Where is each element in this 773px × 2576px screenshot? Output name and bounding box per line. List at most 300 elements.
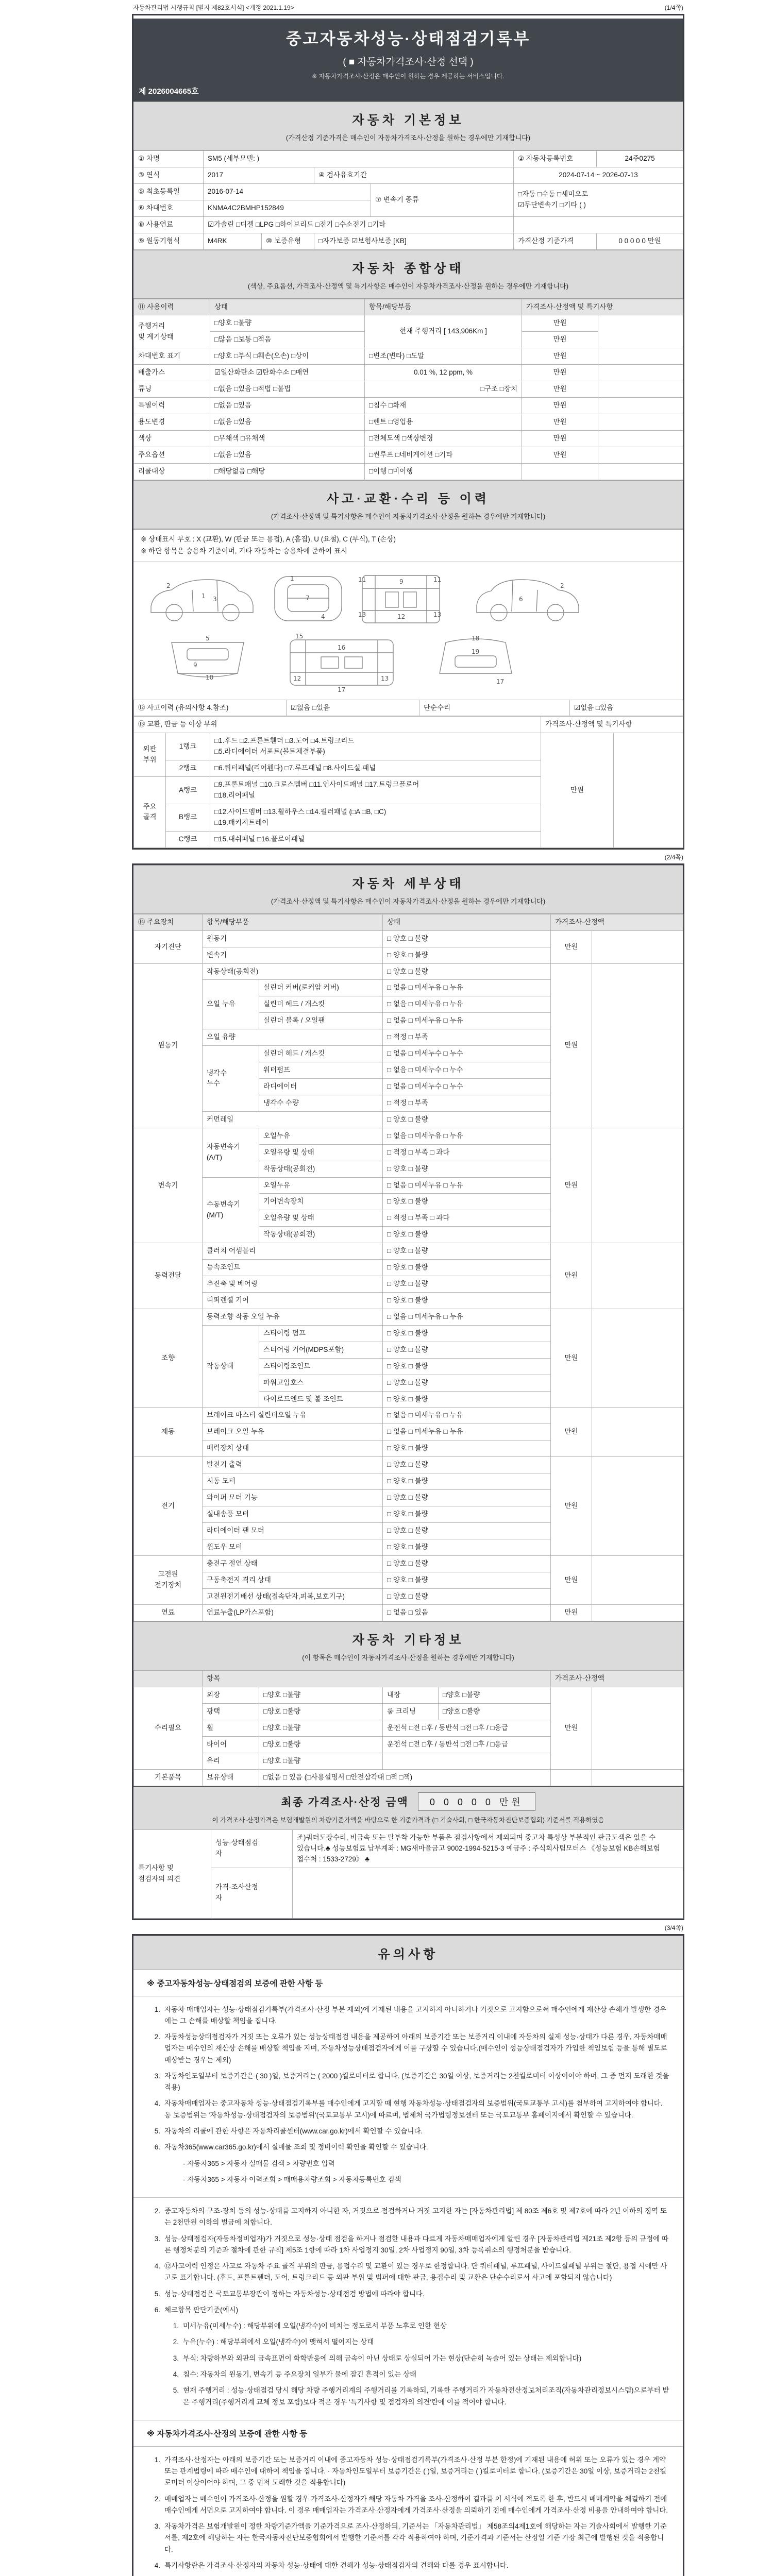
cell: ⑭ 주요장치 bbox=[134, 914, 203, 930]
checkbox-cell[interactable]: □없음 □있음 bbox=[210, 414, 365, 430]
checkbox-cell[interactable]: □양호 □부식 □훼손(오손) □상이 bbox=[210, 348, 365, 365]
cell: 디퍼렌셜 기어 bbox=[203, 1292, 383, 1309]
cell: 작동상태(공회전) bbox=[259, 1227, 383, 1243]
checkbox-cell[interactable]: □ 없음 □ 미세누유 □ 누유 bbox=[383, 980, 551, 996]
cell: 상태 bbox=[383, 914, 551, 930]
cell: 2랭크 bbox=[166, 760, 210, 777]
notice-title: 유의사항 bbox=[378, 1947, 439, 1961]
engine-type: M4RK bbox=[204, 233, 262, 249]
svg-text:2: 2 bbox=[560, 582, 564, 589]
checkbox-cell[interactable]: □이행 □미이행 bbox=[365, 463, 522, 480]
table-row bbox=[134, 183, 683, 200]
notice-item bbox=[147, 2031, 669, 2066]
checkbox-cell[interactable]: □ 양호 □ 불량 bbox=[383, 930, 551, 947]
cell: 고전원 전기장치 bbox=[134, 1555, 203, 1605]
checkbox-cell[interactable]: □전체도색 □색상변경 bbox=[365, 430, 522, 447]
notice-subtitle-1: ※ 중고자동차성능·상태점검의 보증에 관한 사항 등 bbox=[133, 1970, 683, 1996]
table-row bbox=[134, 233, 683, 249]
checkbox-cell[interactable]: □ 양호 □ 불량 bbox=[383, 1473, 551, 1490]
notice-list-3 bbox=[133, 2447, 683, 2576]
notice-item bbox=[147, 2304, 669, 2316]
cell: 동력전달 bbox=[134, 1243, 203, 1309]
svg-text:18: 18 bbox=[472, 634, 480, 642]
table-row bbox=[134, 447, 683, 463]
cell: 스티어링조인트 bbox=[259, 1358, 383, 1375]
checkbox-cell[interactable]: □ 적정 □ 부족 □ 과다 bbox=[383, 1144, 551, 1161]
cell: 오일유량 및 상태 bbox=[259, 1144, 383, 1161]
cell: 항목 bbox=[203, 1671, 551, 1687]
svg-text:13: 13 bbox=[381, 674, 389, 682]
checkbox-cell[interactable]: □ 없음 □ 미세누유 □ 누유 bbox=[383, 996, 551, 1013]
accident-history-row bbox=[133, 700, 683, 717]
cell bbox=[592, 1309, 683, 1408]
cell: ⑫ 사고이력 (유의사항 4.참조) bbox=[134, 700, 287, 716]
checkbox-cell[interactable]: □ 양호 □ 불량 bbox=[383, 1522, 551, 1539]
notice-item bbox=[167, 2158, 669, 2170]
vehicle-diagram-area bbox=[133, 562, 683, 700]
checkbox-cell[interactable]: □ 양호 □ 불량 bbox=[383, 1440, 551, 1457]
checkbox-cell[interactable]: □양호 □불량 bbox=[259, 1704, 383, 1720]
cell: ⑨ 원동기형식 bbox=[134, 233, 204, 249]
basic-info-section-header bbox=[133, 101, 683, 150]
table-row bbox=[134, 216, 683, 233]
cell bbox=[598, 430, 683, 447]
notice-number: 2. bbox=[154, 2495, 160, 2503]
final-price-band bbox=[133, 1786, 683, 1829]
page3-box bbox=[132, 1934, 684, 2576]
checkbox-cell[interactable]: □양호 □불량 bbox=[259, 1720, 383, 1737]
notice-item bbox=[147, 2004, 669, 2027]
mileage: 현재 주행거리 [ 143,906Km ] bbox=[365, 315, 522, 348]
cell: ① 차명 bbox=[134, 151, 204, 167]
notice-item bbox=[147, 2071, 669, 2094]
cell: 광택 bbox=[203, 1704, 259, 1720]
warranty-type[interactable]: □자가보증 ☑보험사보증 [KB] bbox=[314, 233, 514, 249]
checkbox-cell[interactable]: □ 양호 □ 불량 bbox=[383, 947, 551, 963]
cell: 워터펌프 bbox=[259, 1062, 383, 1079]
cell: 만원 bbox=[551, 1605, 592, 1621]
notice-item bbox=[147, 2261, 669, 2284]
cell: 단순수리 bbox=[419, 700, 570, 716]
notice-item bbox=[167, 2174, 669, 2185]
checkbox-cell[interactable]: □ 양호 □ 불량 bbox=[383, 1506, 551, 1522]
car-name: SM5 (세부모델: ) bbox=[204, 151, 514, 167]
notice-text: 현재 주행거리 : 성능·상태점검 당시 해당 차량 주행거리계의 주행거리를 기록하되, 기록한 주행거리가 자동차전산정보처리조직(자동차관리정보시스템)으로부터 받은 주행거리(주행거리계 교체 정보 포함)보다 적은 경우 '특기사항 및 점검자의 의견'란에 이를 적어야 합니다. bbox=[183, 2386, 669, 2406]
notice-number: 1. bbox=[173, 2322, 179, 2330]
checkbox-cell[interactable]: □침수 □화재 bbox=[365, 398, 522, 414]
cell: 오일유량 및 상태 bbox=[259, 1210, 383, 1227]
cell: ⑤ 최초등록일 bbox=[134, 183, 204, 200]
simple-repair[interactable]: ☑없음 □있음 bbox=[570, 700, 683, 716]
svg-text:10: 10 bbox=[206, 673, 214, 681]
notice-text: 특기사항란은 가격조사·산정자의 자동차 성능·상태에 대한 견해가 성능·상태점검자의 견해와 다를 경우 표시합니다. bbox=[164, 2561, 509, 2569]
svg-text:19: 19 bbox=[472, 648, 480, 655]
cell: 만원 bbox=[551, 963, 592, 1128]
checkbox-cell[interactable]: □양호 □불량 bbox=[259, 1687, 383, 1704]
notice-text: 체크항목 판단기준(예시) bbox=[164, 2306, 239, 2314]
checkbox-cell[interactable]: □ 없음 □ 미세누유 □ 누유 bbox=[383, 1013, 551, 1029]
checkbox-cell[interactable]: □ 없음 □ 미세누수 □ 누수 bbox=[383, 1046, 551, 1062]
cell bbox=[592, 1457, 683, 1556]
cell: 자기진단 bbox=[134, 930, 203, 963]
svg-text:15: 15 bbox=[295, 632, 304, 640]
cell: 가격조사·산정액 및 특기사항 bbox=[522, 299, 683, 315]
cell: 만원 bbox=[522, 414, 598, 430]
cell: 오일누유 bbox=[259, 1177, 383, 1194]
checkbox-cell[interactable]: □ 없음 □ 미세누수 □ 누수 bbox=[383, 1078, 551, 1095]
cell: 전기 bbox=[134, 1457, 203, 1556]
cell bbox=[592, 1555, 683, 1605]
checkbox-cell[interactable]: □없음 □있음 bbox=[210, 447, 365, 463]
cell: 연료누출(LP가스포함) bbox=[203, 1605, 383, 1621]
cell: 기본품목 bbox=[134, 1769, 203, 1786]
cell: 라디에이터 팬 모터 bbox=[203, 1522, 383, 1539]
checkbox-cell[interactable]: 운전석 □전 □후 / 동반석 □전 □후 / □응급 bbox=[383, 1720, 551, 1737]
fuel-type[interactable]: ☑가솔린 □디젤 □LPG □하이브리드 □전기 □수소전기 □기타 bbox=[204, 216, 514, 233]
checkbox-cell[interactable]: □ 없음 □ 미세누유 □ 누유 bbox=[383, 1408, 551, 1424]
notice-text: 매매업자는 매수인이 가격조사·산정을 원할 경우 가격조사·산정자가 해당 자동차 가격을 조사·산정하여 결과를 이 서식에 적도록 한 후, 반드시 매매계약을 체결하기 전에 매수인에게 서면으로 고지하여야 합니다. 이 경우 매매업자는 가격조사·산정자에게 가격조사·산정을 의뢰하기 전에 매수인에게 가격조사·산정 비용을 안내하여야 합니다. bbox=[164, 2495, 668, 2514]
notice-text: - 자동차365 > 자동차 실매물 검색 > 차량번호 입력 bbox=[183, 2159, 335, 2167]
cell: 만원 bbox=[551, 1408, 592, 1457]
svg-text:13: 13 bbox=[433, 611, 442, 618]
cell: 만원 bbox=[522, 365, 598, 381]
svg-text:6: 6 bbox=[519, 595, 523, 603]
checkbox-cell[interactable]: □ 양호 □ 불량 bbox=[383, 1161, 551, 1177]
accident-history[interactable]: ☑없음 □있음 bbox=[287, 700, 419, 716]
cell: 오일누유 bbox=[259, 1128, 383, 1144]
cell: 주요옵션 bbox=[134, 447, 210, 463]
cell bbox=[592, 1605, 683, 1621]
notice-item bbox=[167, 2369, 669, 2380]
cell bbox=[514, 216, 683, 233]
table-row bbox=[134, 365, 683, 381]
accident-subtitle: (가격조사·산정액 및 특기사항은 매수인이 자동차가격조사·산정을 원하는 경우에만 기재합니다) bbox=[271, 512, 546, 520]
checkbox-cell[interactable]: □ 양호 □ 불량 bbox=[383, 1457, 551, 1473]
table-row bbox=[134, 315, 683, 332]
notice-text: ⑫사고이력 인정은 사고로 자동차 주요 골격 부위의 판금, 용접수리 및 교환이 있는 경우로 한정합니다. 단 쿼터패널, 루프패널, 사이드실패널 부위는 절단, 용접 시에만 사고로 표기합니다. (후드, 프론트펜더, 도어, 트렁크리드 등 외판 부위 및 범퍼에 대한 판금, 용접수리 및 교환은 단순수리로서 사고에 포함되지 않습니다) bbox=[164, 2262, 667, 2282]
notice-item bbox=[147, 2098, 669, 2121]
svg-text:11: 11 bbox=[433, 575, 442, 583]
cell: 추진축 및 베어링 bbox=[203, 1276, 383, 1293]
detail-section-header bbox=[133, 865, 683, 914]
cell bbox=[383, 1753, 551, 1770]
notice-number: 4. bbox=[154, 2262, 160, 2270]
cell bbox=[551, 1769, 592, 1786]
notice-item bbox=[147, 2521, 669, 2555]
cell: 자동변속기 (A/T) bbox=[203, 1128, 259, 1177]
notice-text: 누유(누수) : 해당부위에서 오일(냉각수)이 맺혀서 떨어지는 상태 bbox=[183, 2338, 374, 2346]
cell: A랭크 bbox=[166, 777, 210, 804]
checkbox-cell[interactable]: □구조 □장치 bbox=[365, 381, 522, 398]
cell: 조향 bbox=[134, 1309, 203, 1408]
cell: 원동기 bbox=[203, 930, 383, 947]
cell: 만원 bbox=[541, 733, 614, 848]
cell: 스티어링 기어(MDPS포함) bbox=[259, 1342, 383, 1358]
checkbox-cell[interactable]: □ 양호 □ 불량 bbox=[383, 1111, 551, 1128]
notice-subtitle-2: ※ 자동차가격조사·산정의 보증에 관한 사항 등 bbox=[133, 2420, 683, 2447]
table-row bbox=[134, 717, 683, 733]
checkbox-cell[interactable]: □ 양호 □ 불량 bbox=[383, 1194, 551, 1210]
detail-title: 자동차 세부상태 bbox=[352, 876, 464, 891]
transmission-type[interactable]: □자동 □수동 □세미오토 ☑무단변속기 □기타 ( ) bbox=[514, 183, 683, 216]
checkbox-cell[interactable]: □ 양호 □ 불량 bbox=[383, 1243, 551, 1260]
checkbox-cell[interactable]: □15.대쉬패널 □16.플로어패널 bbox=[210, 831, 541, 848]
svg-text:4: 4 bbox=[321, 613, 325, 620]
page-label-1: (1/4쪽) bbox=[664, 4, 683, 11]
overall-subtitle: (색상, 주요옵션, 가격조사·산정액 및 특기사항은 매수인이 자동차가격조사·산정을 원하는 경우에만 기재합니다) bbox=[247, 282, 569, 290]
cell: 만원 bbox=[551, 1555, 592, 1605]
cell bbox=[598, 315, 683, 348]
special-notes-table bbox=[133, 1829, 683, 1919]
cell: 특별이력 bbox=[134, 398, 210, 414]
checkbox-cell[interactable]: □ 양호 □ 불량 bbox=[383, 1358, 551, 1375]
svg-text:17: 17 bbox=[338, 686, 346, 693]
checkbox-cell[interactable]: □ 없음 □ 미세누수 □ 누수 bbox=[383, 1062, 551, 1079]
checkbox-cell[interactable]: □ 없음 □ 미세누유 □ 누유 bbox=[383, 1128, 551, 1144]
checkbox-cell[interactable]: □양호 □불량 bbox=[259, 1737, 383, 1753]
checkbox-cell[interactable]: □ 양호 □ 불량 bbox=[383, 1375, 551, 1391]
cell: 실린더 커버(로커암 커버) bbox=[259, 980, 383, 996]
etc-subtitle: (이 항목은 매수인이 자동차가격조사·산정을 원하는 경우에만 기재합니다) bbox=[302, 1654, 514, 1662]
checkbox-cell[interactable]: □없음 □ 있음 (□사용설명서 □안전삼각대 □잭 □잭) bbox=[259, 1769, 551, 1786]
cell: 만원 bbox=[522, 348, 598, 365]
model-year: 2017 bbox=[204, 167, 314, 183]
cell: 가격조사·산정액 및 특기사항 bbox=[541, 717, 683, 733]
cell: 용도변경 bbox=[134, 414, 210, 430]
cell: 외판 부위 bbox=[134, 733, 166, 777]
table-row bbox=[134, 430, 683, 447]
cell: 외장 bbox=[203, 1687, 259, 1704]
checkbox-cell[interactable]: □ 양호 □ 불량 bbox=[383, 1276, 551, 1293]
table-row bbox=[134, 381, 683, 398]
cell: 윈도우 모터 bbox=[203, 1539, 383, 1555]
cell: 변속기 bbox=[134, 1128, 203, 1243]
document-header bbox=[133, 15, 683, 83]
notice-text: 침수: 자동차의 원동기, 변속기 등 주요장치 일부가 물에 잠긴 흔적이 있는 상태 bbox=[183, 2370, 417, 2378]
svg-text:11: 11 bbox=[358, 575, 366, 583]
checkbox-cell[interactable]: □ 없음 □ 미세누유 □ 누유 bbox=[383, 1177, 551, 1194]
cell: 가격·조사산정 자 bbox=[211, 1868, 293, 1918]
cell: 휠 bbox=[203, 1720, 259, 1737]
checkbox-cell[interactable]: □양호 □불량 bbox=[210, 315, 365, 332]
checkbox-cell[interactable]: □많음 □보통 □적음 bbox=[210, 332, 365, 348]
cell: 리콜대상 bbox=[134, 463, 210, 480]
cell: 만원 bbox=[551, 930, 592, 963]
checkbox-cell[interactable]: □양호 □불량 bbox=[259, 1753, 383, 1770]
notice-list-2 bbox=[133, 2197, 683, 2420]
cell bbox=[592, 930, 683, 963]
cell bbox=[598, 447, 683, 463]
cell: C랭크 bbox=[166, 831, 210, 848]
cell bbox=[522, 463, 598, 480]
cell bbox=[598, 365, 683, 381]
checkbox-cell[interactable]: □ 양호 □ 불량 bbox=[383, 1490, 551, 1506]
document-subtitle: ( ■ 자동차가격조사·산정 선택 ) bbox=[343, 57, 474, 67]
cell bbox=[592, 963, 683, 1128]
cell: 실린더 블록 / 오일팬 bbox=[259, 1013, 383, 1029]
cell: 라디에이터 bbox=[259, 1078, 383, 1095]
cell bbox=[134, 1671, 203, 1687]
checkbox-cell[interactable]: □ 없음 □ 미세누유 □ 누유 bbox=[383, 1424, 551, 1440]
detail-subtitle: (가격조사·산정액 및 특기사항은 매수인이 자동차가격조사·산정을 원하는 경우에만 기재합니다) bbox=[271, 897, 546, 905]
notice-number bbox=[167, 2174, 183, 2185]
checkbox-cell[interactable]: □ 양호 □ 불량 bbox=[383, 1227, 551, 1243]
vin: KNMA4C2BMHP152849 bbox=[204, 200, 371, 216]
notice-number: 4. bbox=[154, 2099, 160, 2108]
cell: 연료 bbox=[134, 1605, 203, 1621]
notice-text: 자동차 매매업자는 성능·상태점검기록부(가격조사·산정 부분 제외)에 기재된 내용을 고지하지 아니하거나 거짓으로 고지함으로써 매수인에게 재산상 손해가 발생한 경우에는 그 손해를 배상할 책임을 집니다. bbox=[164, 2005, 667, 2025]
notice-text: 자동차매매업자는 중고자동차 성능·상태점검기록부를 매수인에게 고지할 때 현행 자동차성능·상태점검자의 보증범위(국토교통부 고시)를 첨부하여 고지하여야 합니다. 동 보증범위는 '자동차성능·상태점검자의 보증범위'(국토교통부 고시)에 따르며, 법제처 국가법령정보센터 또는 국토교통부 홈페이지에서 확인할 수 있습니다. bbox=[164, 2099, 663, 2119]
checkbox-cell[interactable]: □썬루프 □네비게이션 □기타 bbox=[365, 447, 522, 463]
checkbox-cell[interactable]: □6.쿼터패널(리어휀다) □7.루프패널 □8.사이드실 패널 bbox=[210, 760, 541, 777]
table-row bbox=[134, 463, 683, 480]
table-row bbox=[134, 167, 683, 183]
cell: 배력장치 상태 bbox=[203, 1440, 383, 1457]
cell: ⑬ 교환, 판금 등 이상 부위 bbox=[134, 717, 541, 733]
notice-item bbox=[147, 2560, 669, 2571]
svg-text:1: 1 bbox=[201, 592, 206, 600]
cell: 작동상태(공회전) bbox=[259, 1161, 383, 1177]
cell: 타이어 bbox=[203, 1737, 259, 1753]
notice-number: 6. bbox=[154, 2143, 160, 2151]
cell: 특기사항 및 점검자의 의견 bbox=[134, 1829, 211, 1918]
cell: 파워고압호스 bbox=[259, 1375, 383, 1391]
law-reference: 자동차관리법 시행규칙 [별지 제82호서식] <개정 2021.1.19> bbox=[133, 4, 294, 11]
detail-condition-table bbox=[133, 914, 683, 1622]
cell: 커먼레일 bbox=[203, 1111, 383, 1128]
final-price-note[interactable]: 이 가격조사·산정가격은 보험개발원의 차량기준가액을 바탕으로 한 기준가격과 (□ 기술사회, □ 한국자동차진단보증협회) 기준서를 적용하였음 bbox=[212, 1816, 604, 1824]
table-row bbox=[134, 930, 683, 947]
notice-text: 가격조사·산정자는 아래의 보증기간 또는 보증거리 이내에 중고자동차 성능·상태점검기록부(가격조사·산정 부분 한정)에 기재된 내용에 허위 또는 오류가 있는 경우 계약 또는 관계법령에 따라 매수인에 대하여 책임을 집니다. · 자동차인도일부터 보증기간은 ( )일, 보증거리는 ( )킬로미터로 합니다. (보증기간은 30일 이상, 보증거리는 2천킬로미터 이상이어야 하며, 그 중 먼저 도래한 것을 적용합니다) bbox=[164, 2455, 667, 2487]
cell: 브레이크 오일 누유 bbox=[203, 1424, 383, 1440]
cell bbox=[614, 733, 683, 848]
checkbox-cell[interactable]: □12.사이드멤버 □13.휠하우스 □14.필러패널 (□A □B, □C) □19.패키지트레이 bbox=[210, 804, 541, 832]
checkbox-cell[interactable]: □ 없음 □ 있음 bbox=[383, 1605, 551, 1621]
checkbox-cell[interactable]: □ 양호 □ 불량 bbox=[383, 1572, 551, 1588]
checkbox-cell[interactable]: □ 없음 □ 미세누유 □ 누유 bbox=[383, 1309, 551, 1325]
checkbox-cell[interactable]: □ 적정 □ 부족 □ 과다 bbox=[383, 1210, 551, 1227]
cell: 유리 bbox=[203, 1753, 259, 1770]
page-label-2: (2/4쪽) bbox=[664, 853, 683, 861]
notice-text: 성능·상태점검자(자동차정비업자)가 거짓으로 성능·상태 점검을 하거나 점검한 내용과 다르게 자동차매매업자에게 알린 경우 [자동차관리법 제21조 제2항 등의 규정에 따른 행정처분의 기준과 절차에 관한 규칙] 제5조 1항에 따라 1차 사업정지 30일, 2차 사업정지 90일, 3차 등록취소의 행정처분을 받습니다. bbox=[164, 2234, 669, 2254]
notice-item bbox=[147, 2206, 669, 2229]
checkbox-cell[interactable]: □ 양호 □ 불량 bbox=[383, 1325, 551, 1342]
cell: 상태 bbox=[210, 299, 365, 315]
table-row bbox=[134, 398, 683, 414]
table-row bbox=[134, 700, 683, 716]
cell: 오일 누유 bbox=[203, 980, 259, 1029]
cell: 만원 bbox=[522, 430, 598, 447]
checkbox-cell[interactable]: □ 적정 □ 부족 bbox=[383, 1029, 551, 1046]
checkbox-cell[interactable]: □ 양호 □ 불량 bbox=[383, 1539, 551, 1555]
checkbox-cell[interactable]: □ 양호 □ 불량 bbox=[383, 1292, 551, 1309]
checkbox-cell[interactable]: □양호 □불량 bbox=[439, 1704, 551, 1720]
checkbox-cell[interactable]: □해당없음 □해당 bbox=[210, 463, 365, 480]
cell: 등속조인트 bbox=[203, 1260, 383, 1276]
svg-text:7: 7 bbox=[306, 594, 310, 602]
accident-section-header bbox=[133, 480, 683, 529]
table-row bbox=[134, 1128, 683, 1144]
checkbox-cell[interactable]: □양호 □불량 bbox=[439, 1687, 551, 1704]
cell: 만원 bbox=[551, 1128, 592, 1243]
cell: 충전구 절연 상태 bbox=[203, 1555, 383, 1572]
checkbox-cell[interactable]: □ 양호 □ 불량 bbox=[383, 963, 551, 980]
notice-item bbox=[147, 2142, 669, 2153]
cell: ⑩ 보증유형 bbox=[262, 233, 314, 249]
notice-number: 4. bbox=[154, 2561, 160, 2569]
cell: 오일 유량 bbox=[203, 1029, 383, 1046]
checkbox-cell[interactable]: □ 적정 □ 부족 bbox=[383, 1095, 551, 1111]
svg-text:12: 12 bbox=[397, 613, 406, 620]
cell: 가격산정 기준가격 bbox=[514, 233, 597, 249]
cell: 냉각수 수량 bbox=[259, 1095, 383, 1111]
notice-number: 3. bbox=[173, 2354, 179, 2362]
checkbox-cell[interactable]: □없음 □있음 bbox=[210, 398, 365, 414]
checkbox-cell[interactable]: □무채색 □유채색 bbox=[210, 430, 365, 447]
svg-text:13: 13 bbox=[358, 611, 366, 618]
cell bbox=[592, 1243, 683, 1309]
checkbox-cell[interactable]: □렌트 □영업용 bbox=[365, 414, 522, 430]
svg-text:3: 3 bbox=[213, 595, 217, 603]
cell: 고전원전기배선 상태(접속단자,피복,보호기구) bbox=[203, 1588, 383, 1605]
notice-number: 2. bbox=[173, 2338, 179, 2346]
svg-text:1: 1 bbox=[290, 574, 294, 582]
cell: ⑥ 차대번호 bbox=[134, 200, 204, 216]
checkbox-cell[interactable]: □ 양호 □ 불량 bbox=[383, 1391, 551, 1408]
symbol-note-1: ※ 상태표시 부호 : X (교환), W (판금 또는 용접), A (흠집), U (요철), C (부식), T (손상) bbox=[141, 535, 396, 543]
notice-text: 자동차가격은 보험개발원이 정한 차량기준가액을 기준가격으로 조사·산정하되, 기준서는 「자동차관리법」 제58조의4제1호에 해당하는 자는 기술사회에서 발행한 기준서를, 제2호에 해당하는 자는 한국자동차진단보증협회에서 발행한 기준서를 각각 적용하여야 하며, 기준가격과 기준서는 산정일 기준 가장 최근에 발행된 것을 적용합니다. bbox=[164, 2522, 667, 2553]
reg-no: 24주0275 bbox=[597, 151, 683, 167]
checkbox-cell[interactable]: □9.프론트패널 □10.크로스멤버 □11.인사이드패널 □17.트렁크플로어 □18.리어패널 bbox=[210, 777, 541, 804]
cell: 발전기 출력 bbox=[203, 1457, 383, 1473]
emission-check[interactable]: ☑일산화탄소 ☑탄화수소 □매연 bbox=[210, 365, 365, 381]
cell: 항목/해당부품 bbox=[203, 914, 383, 930]
cell: 내장 bbox=[383, 1687, 439, 1704]
notice-text: 부식: 차량하부와 외판의 금속표면이 화학반응에 의해 금속이 아닌 상태로 상실되어 가는 현상(단순히 녹슬어 있는 상태는 제외합니다) bbox=[183, 2354, 582, 2362]
notice-item bbox=[167, 2336, 669, 2348]
checkbox-cell[interactable]: □1.후드 □2.프론트휀더 □3.도어 □4.트렁크리드 □5.라디에이터 서포트(볼트체결부품) bbox=[210, 733, 541, 760]
table-row bbox=[134, 1408, 683, 1424]
overall-condition-table bbox=[133, 299, 683, 480]
cell: ⑦ 변속기 종류 bbox=[371, 183, 514, 216]
cell: 와이퍼 모터 기능 bbox=[203, 1490, 383, 1506]
inspector-opinion: 조)쿼터도장수리, 비금속 또는 탈부착 가능한 부품은 점검사항에서 제외되며 중고차 특성상 부분적인 판금도색은 있을 수 있습니다.♣ 성능보험료 납부계좌 : MG새마을금고 9002-1994-5215-3 예금주 : 주식회사팀모터스 《성능보험 KB손해보험 접수처 : 1533-2729》 ♣ bbox=[293, 1829, 683, 1868]
notice-item bbox=[167, 2320, 669, 2332]
checkbox-cell[interactable]: □ 양호 □ 불량 bbox=[383, 1260, 551, 1276]
notice-number: 3. bbox=[154, 2072, 160, 2080]
final-price-value: 0 0 0 0 0 만원 bbox=[418, 1792, 535, 1811]
notice-text: 성능·상태점검은 국토교통부장관이 정하는 자동차성능·상태점검 방법에 따라야 합니다. bbox=[164, 2290, 425, 2298]
cell: 냉각수 누수 bbox=[203, 1046, 259, 1112]
document-title: 중고자동차성능·상태점검기록부 bbox=[285, 30, 531, 48]
checkbox-cell[interactable]: □ 양호 □ 불량 bbox=[383, 1342, 551, 1358]
cell: 1랭크 bbox=[166, 733, 210, 760]
cell: ⑧ 사용연료 bbox=[134, 216, 204, 233]
notice-item bbox=[147, 2289, 669, 2300]
checkbox-cell[interactable]: 운전석 □전 □후 / 동반석 □전 □후 / □응급 bbox=[383, 1737, 551, 1753]
cell bbox=[598, 463, 683, 480]
cell: ③ 연식 bbox=[134, 167, 204, 183]
checkbox-cell[interactable]: □ 양호 □ 불량 bbox=[383, 1555, 551, 1572]
checkbox-cell[interactable]: □변조(변타) □도말 bbox=[365, 348, 522, 365]
notice-list-1 bbox=[133, 1996, 683, 2197]
checkbox-cell[interactable]: □ 양호 □ 불량 bbox=[383, 1588, 551, 1605]
cell: 만원 bbox=[551, 1243, 592, 1309]
svg-text:17: 17 bbox=[496, 677, 505, 685]
cell: 제동 bbox=[134, 1408, 203, 1457]
checkbox-cell[interactable]: □없음 □있음 □적법 □불법 bbox=[210, 381, 365, 398]
cell: 만원 bbox=[522, 315, 598, 332]
